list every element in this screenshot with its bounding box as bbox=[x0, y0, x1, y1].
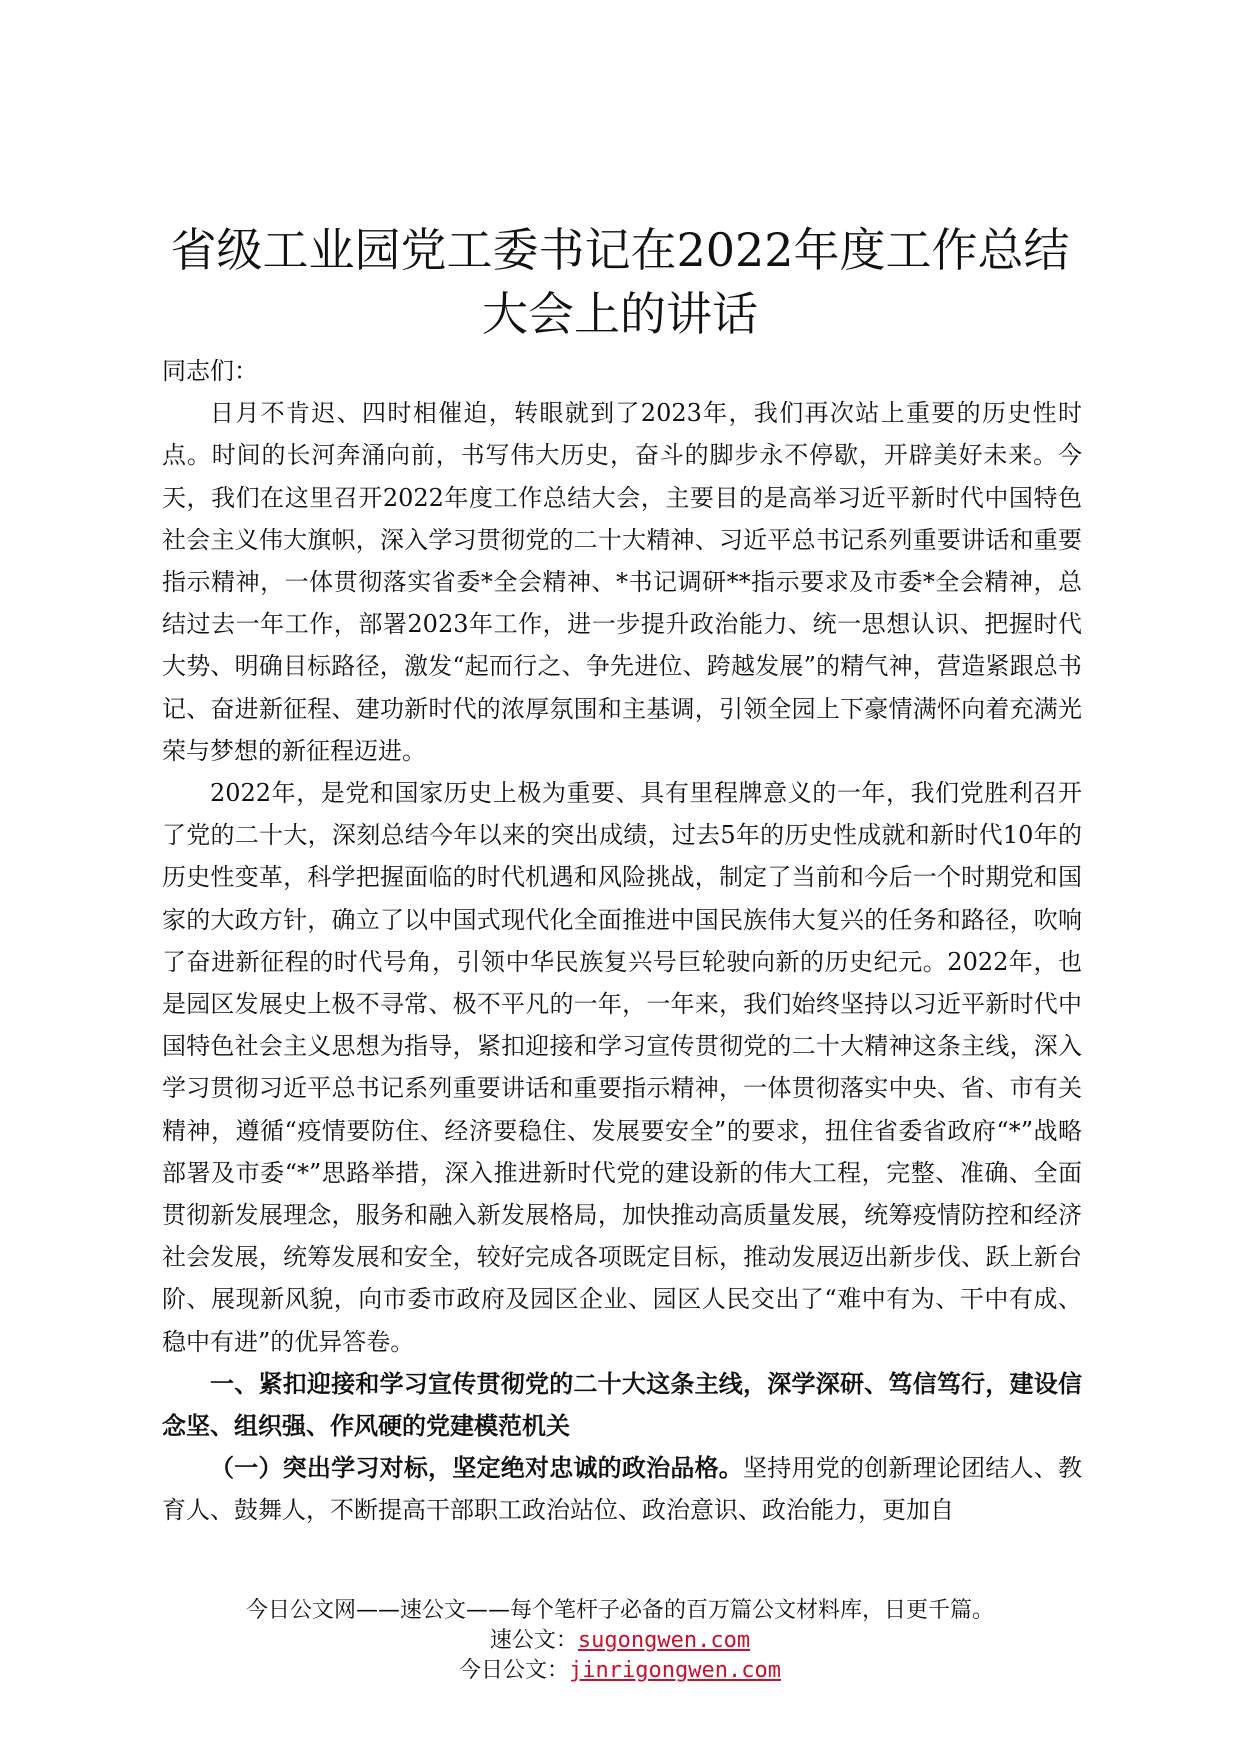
footer bbox=[0, 1596, 1240, 1686]
section-heading-1: 一、紧扣迎接和学习宣传贯彻党的二十大这条主线，深学深研、笃信笃行，建设信念坚、组织强、作风硬的党建模范机关 bbox=[162, 1368, 1082, 1441]
footer-jinrigongwen bbox=[0, 1656, 1240, 1686]
subsection-1 bbox=[162, 1447, 1082, 1531]
paragraph-2: 2022年，是党和国家历史上极为重要、具有里程牌意义的一年，我们党胜利召开了党的二十大，深刻总结今年以来的突出成绩，过去5年的历史性成就和新时代10年的历史性变革，科学把握面临的时代机遇和风险挑战，制定了当前和今后一个时期党和国家的大政方针，确立了以中国式现代化全面推进中国民族伟大复兴的任务和路径，吹响了奋进新征程的时代号角，引领中华民族复兴号巨轮驶向新的历史纪元。2022年，也是园区发展史上极不寻常、极不平凡的一年，一年来，我们始终坚持以习近平新时代中国特色社会主义思想为指导，紧扣迎接和学习宣传贯彻党的二十大精神这条主线，深入学习贯彻习近平总书记系列重要讲话和重要指示精神，一体贯彻落实中央、省、市有关精神，遵循“疫情要防住、经济要稳住、发展要安全”的要求，扭住省委省政府“*”战略部署及市委“*”思路举措，深入推进新时代党的建设新的伟大工程，完整、准确、全面贯彻新发展理念，服务和融入新发展格局，加快推动高质量发展，统筹疫情防控和经济社会发展，统筹发展和安全，较好完成各项既定目标，推动发展迈出新步伐、跃上新台阶、展现新风貌，向市委市政府及园区企业、园区人民交出了“难中有为、干中有成、稳中有进”的优异答卷。 bbox=[162, 779, 1082, 1356]
document-title bbox=[140, 218, 1100, 346]
document-body bbox=[162, 350, 1082, 1532]
footer-sugongwen-label: 速公文： bbox=[489, 1628, 578, 1653]
footer-sugongwen bbox=[0, 1626, 1240, 1656]
subsection-1-text: 坚持用党的创新理论团结人、教育人、鼓舞人，不断提高干部职工政治站位、政治意识、政治能力，更加自 bbox=[162, 1454, 1083, 1525]
title-line-2: 大会上的讲话 bbox=[482, 287, 758, 341]
sugongwen-link[interactable]: sugongwen.com bbox=[577, 1628, 751, 1653]
jinrigongwen-link[interactable]: jinrigongwen.com bbox=[569, 1658, 781, 1683]
subsection-1-heading: （一）突出学习对标，坚定绝对忠诚的政治品格。 bbox=[210, 1453, 744, 1483]
salutation: 同志们： bbox=[162, 357, 258, 385]
paragraph-1: 日月不肯迟、四时相催迫，转眼就到了2023年，我们再次站上重要的历史性时点。时间的长河奔涌向前，书写伟大历史，奋斗的脚步永不停歇，开辟美好未来。今天，我们在这里召开2022年度工作总结大会，主要目的是高举习近平新时代中国特色社会主义伟大旗帜，深入学习贯彻党的二十大精神、习近平总书记系列重要讲话和重要指示精神，一体贯彻落实省委*全会精神、*书记调研**指示要求及市委*全会精神，总结过去一年工作，部署2023年工作，进一步提升政治能力、统一思想认识、把握时代大势、明确目标路径，激发“起而行之、争先进位、跨越发展”的精气神，营造紧跟总书记、奋进新征程、建功新时代的浓厚氛围和主基调，引领全园上下豪情满怀向着充满光荣与梦想的新征程迈进。 bbox=[162, 399, 1082, 765]
title-line-1: 省级工业园党工委书记在2022年度工作总结 bbox=[170, 223, 1070, 277]
footer-slogan: 今日公文网——速公文——每个笔杆子必备的百万篇公文材料库，日更千篇。 bbox=[245, 1598, 994, 1623]
footer-jinrigongwen-label: 今日公文： bbox=[459, 1658, 570, 1683]
